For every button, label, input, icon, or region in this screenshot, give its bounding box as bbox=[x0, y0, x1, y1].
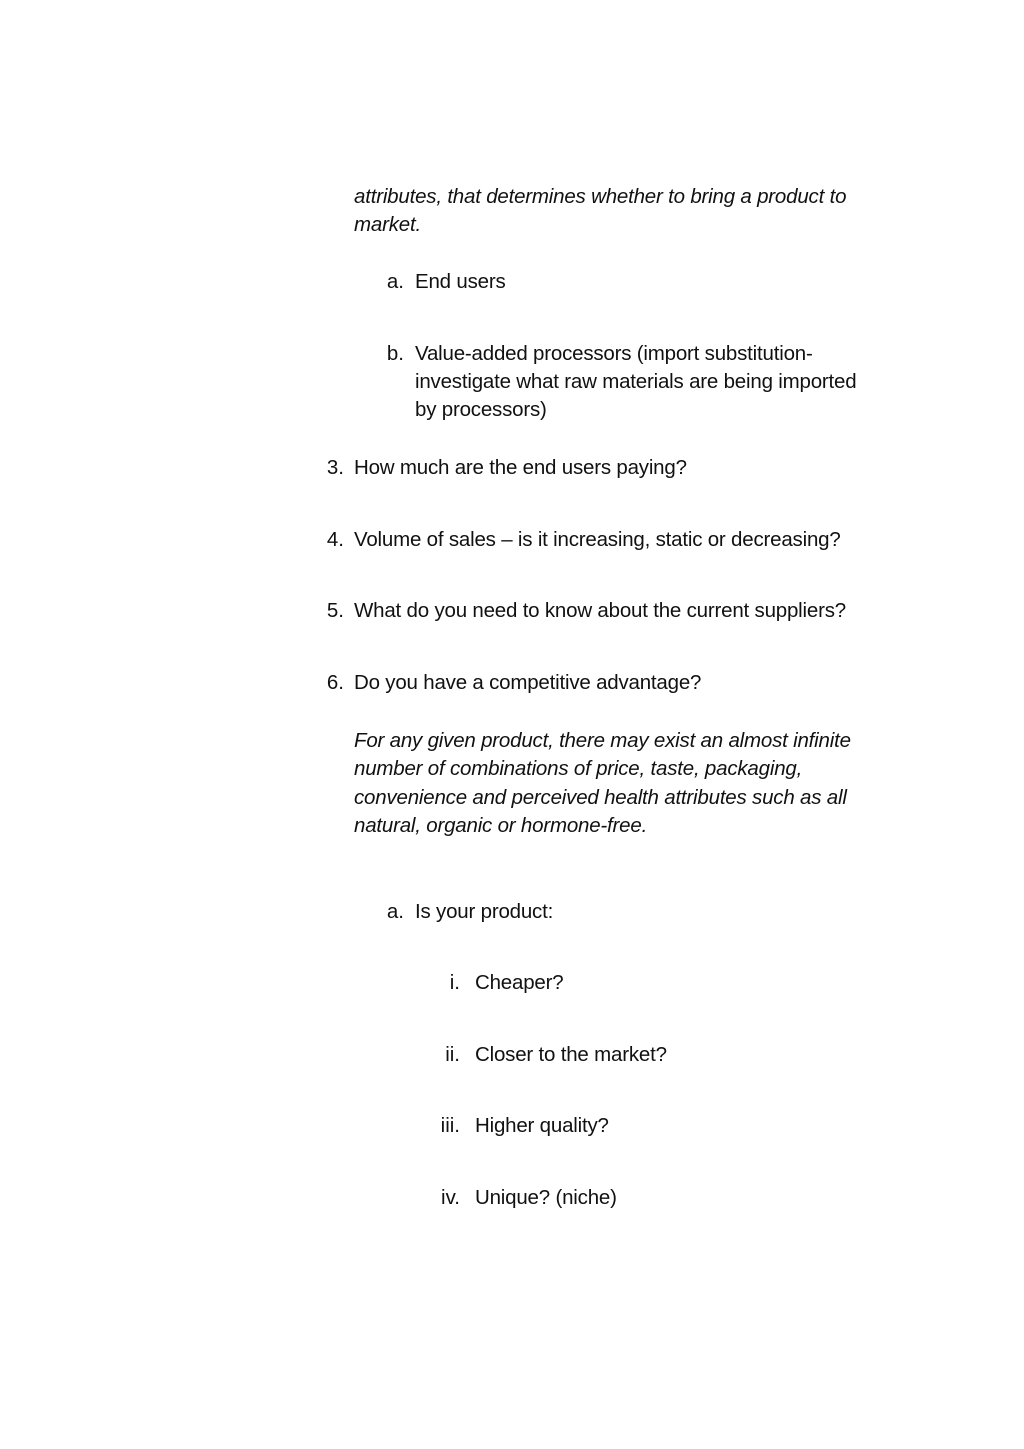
note-line: For any given product, there may exist an almost infinite bbox=[354, 729, 851, 752]
list-marker: i. bbox=[449, 971, 460, 994]
list-item-text: by processors) bbox=[415, 398, 547, 421]
list-item-text: Do you have a competitive advantage? bbox=[354, 671, 702, 694]
list-item-text: Value-added processors (import substitution- bbox=[415, 342, 813, 365]
intro-line: market. bbox=[354, 213, 421, 236]
list-item-text: investigate what raw materials are being imported bbox=[415, 370, 857, 393]
list-marker: 4. bbox=[326, 528, 344, 551]
list-marker: a. bbox=[386, 900, 404, 923]
note-line: natural, organic or hormone-free. bbox=[354, 814, 648, 837]
intro-line: attributes, that determines whether to bring a product to bbox=[354, 185, 847, 208]
list-item-text: Cheaper? bbox=[475, 971, 564, 994]
list-marker: a. bbox=[386, 270, 404, 293]
list-item-text: How much are the end users paying? bbox=[354, 456, 687, 479]
list-marker: iii. bbox=[440, 1114, 460, 1137]
note-line: number of combinations of price, taste, packaging, bbox=[354, 757, 803, 780]
list-item-text: Is your product: bbox=[415, 900, 554, 923]
list-marker: 6. bbox=[326, 671, 344, 694]
list-marker: b. bbox=[386, 342, 404, 365]
list-marker: ii. bbox=[445, 1043, 460, 1066]
list-item-text: End users bbox=[415, 270, 506, 293]
list-marker: iv. bbox=[441, 1186, 460, 1209]
note-line: convenience and perceived health attributes such as all bbox=[354, 786, 847, 809]
list-marker: 5. bbox=[326, 599, 344, 622]
list-item-text: What do you need to know about the current suppliers? bbox=[354, 599, 846, 622]
list-item-text: Volume of sales – is it increasing, static or decreasing? bbox=[354, 528, 841, 551]
list-item-text: Higher quality? bbox=[475, 1114, 609, 1137]
list-marker: 3. bbox=[326, 456, 344, 479]
list-item-text: Closer to the market? bbox=[475, 1043, 667, 1066]
list-item-text: Unique? (niche) bbox=[475, 1186, 617, 1209]
